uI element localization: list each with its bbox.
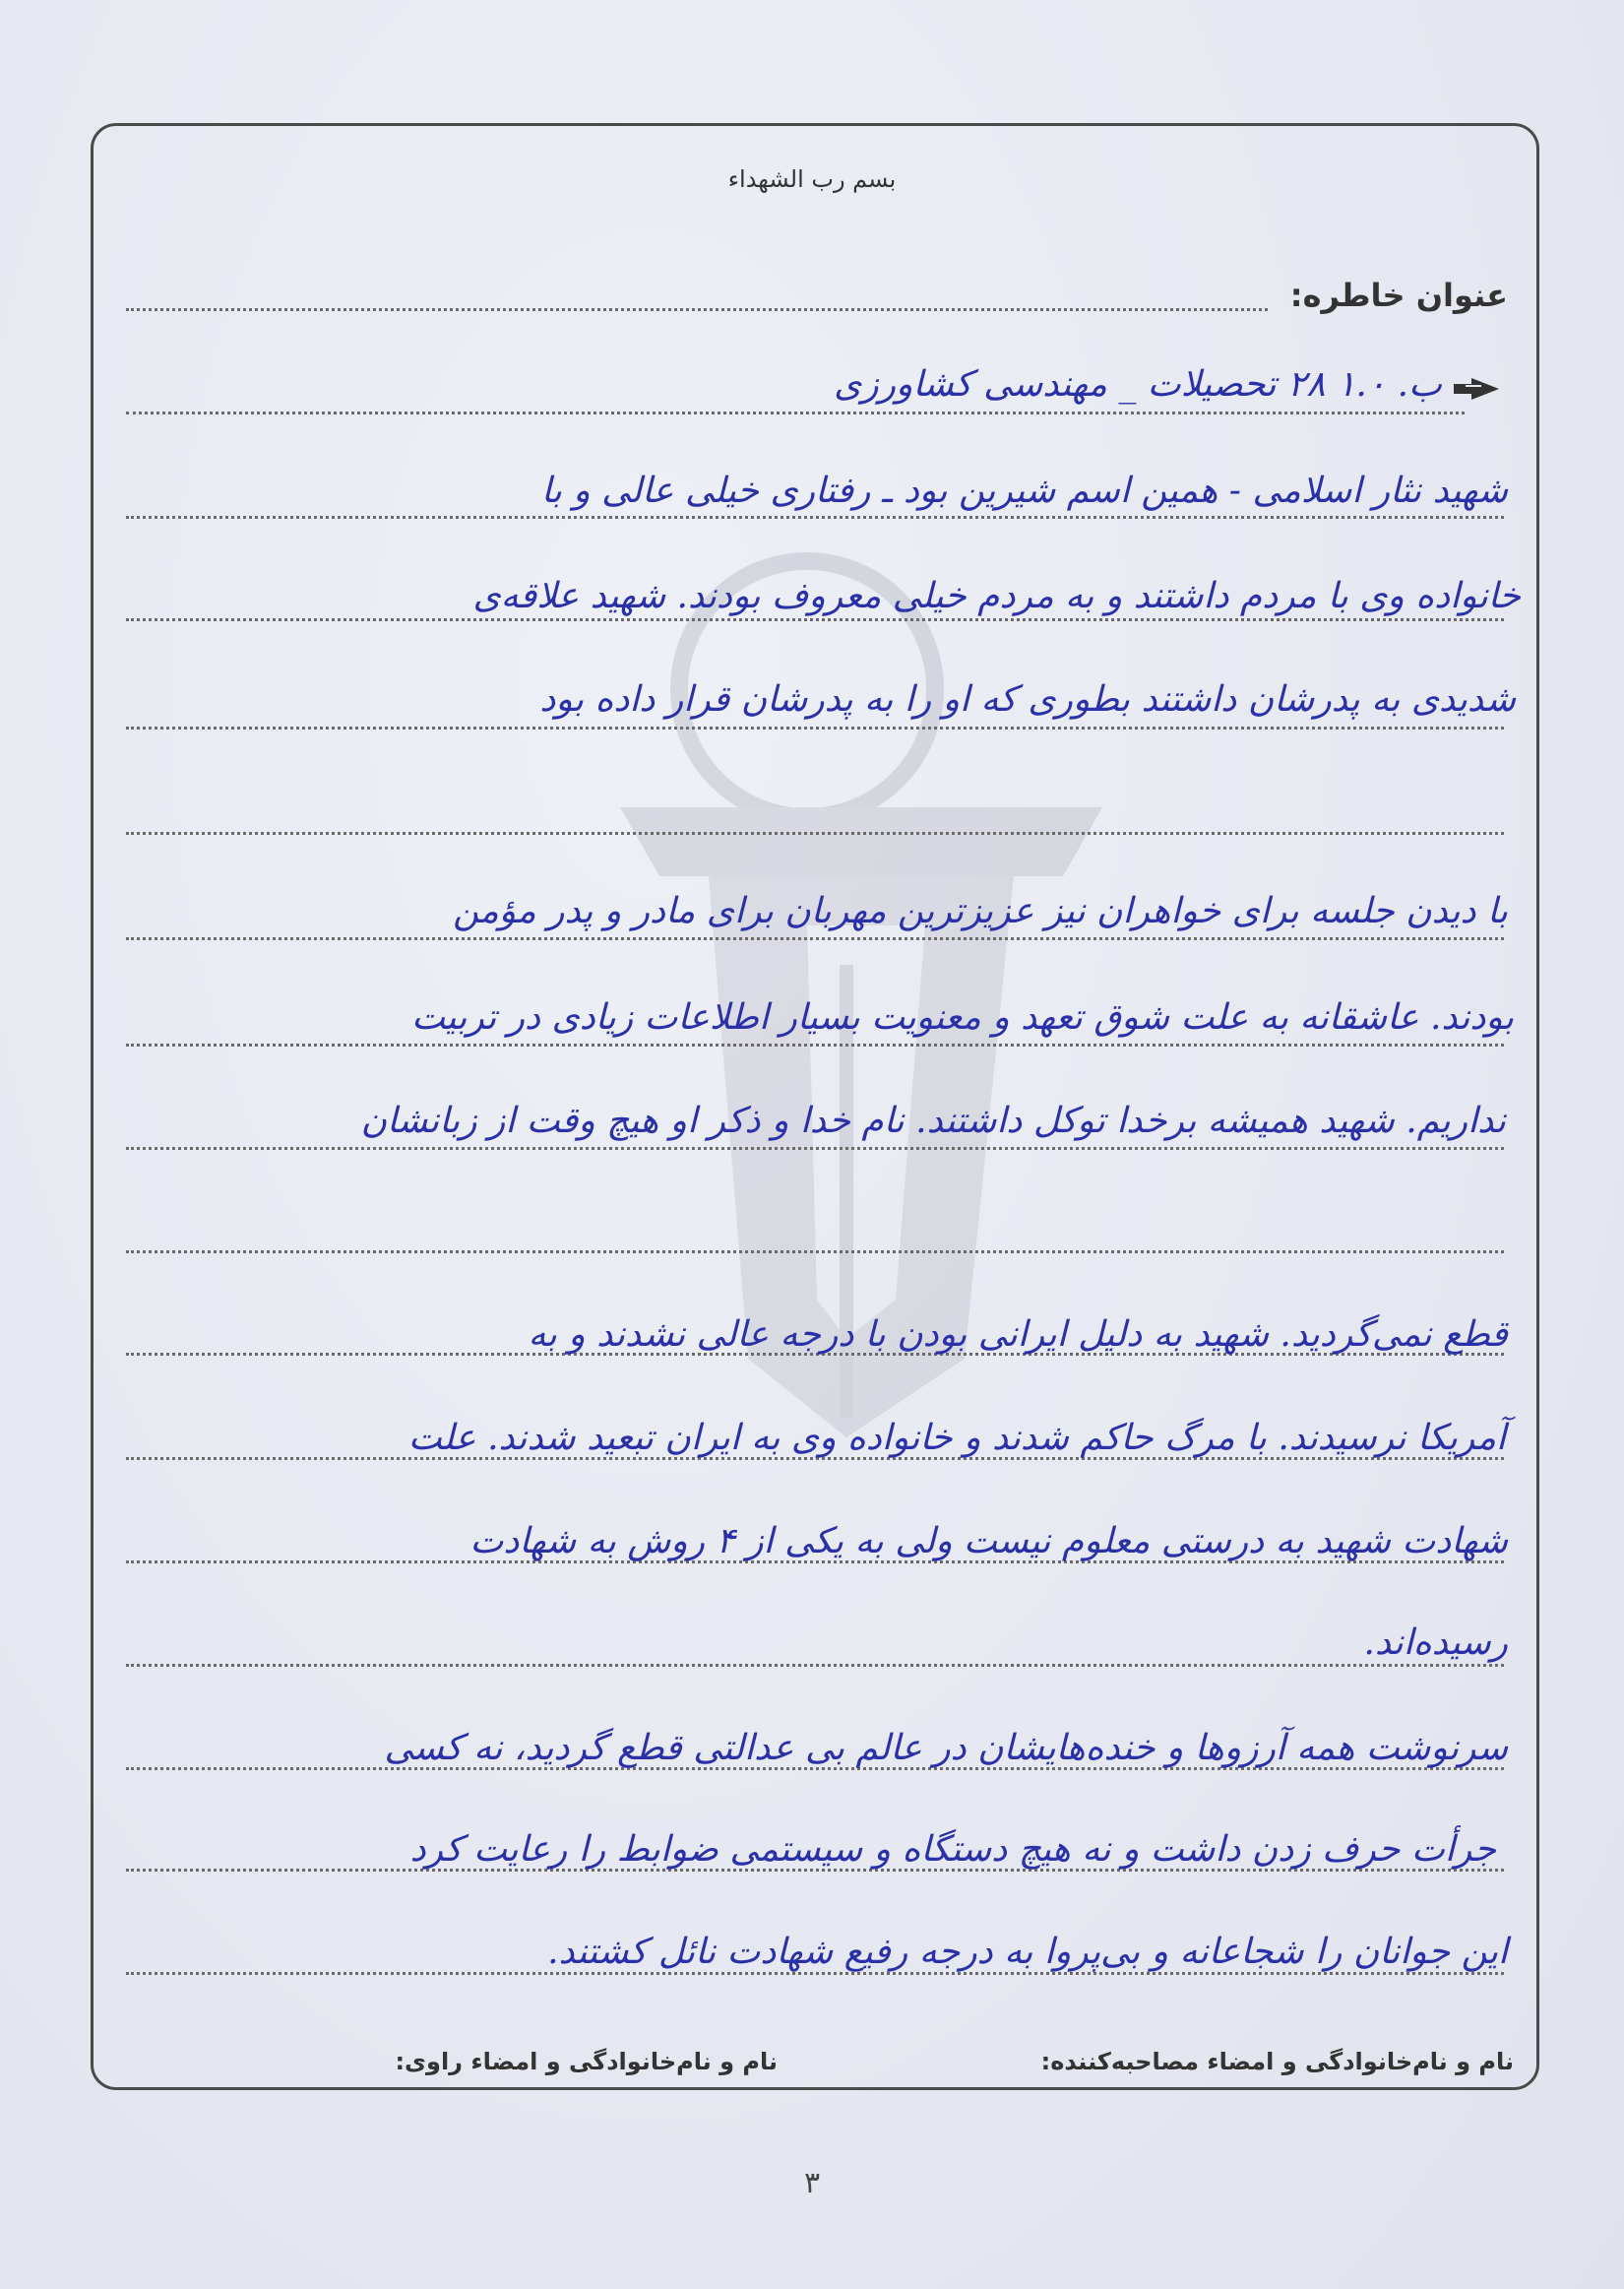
handwritten-line: با دیدن جلسه برای خواهران نیز عزیزترین مهربان برای مادر و پدر مؤمن	[453, 891, 1508, 931]
interviewer-signature-label: نام و نام‌خانوادگی و امضاء مصاحبه‌کننده:	[1040, 2048, 1514, 2075]
handwritten-line: شهید نثار اسلامی - همین اسم شیرین بود ـ رفتاری خیلی عالی و با	[540, 471, 1508, 511]
writing-rule	[126, 937, 1504, 940]
writing-rule	[126, 618, 1504, 621]
handwritten-line: قطع نمی‌گردید. شهید به دلیل ایرانی بودن با درجه عالی نشدند و به	[528, 1314, 1508, 1355]
basmala-heading: بسم رب الشهداء	[727, 165, 897, 193]
memory-title-label: عنوان خاطره:	[1289, 277, 1508, 314]
handwritten-line: نداریم. شهید همیشه برخدا توکل داشتند. نام خدا و ذکر او هیچ وقت از زبانشان	[360, 1101, 1506, 1141]
page-number: ۳	[803, 2166, 821, 2200]
writing-rule	[126, 1250, 1504, 1253]
handwritten-line: این جوانان را شجاعانه و بی‌پروا به درجه رفیع شهادت نائل کشتند.	[547, 1932, 1508, 1972]
writing-rule	[126, 516, 1504, 519]
writing-rule	[126, 1972, 1504, 1975]
writing-rule	[126, 412, 1465, 414]
pen-pointing-icon	[1452, 372, 1501, 406]
writing-rule	[126, 1044, 1504, 1047]
handwritten-line: خانواده وی با مردم داشتند و به مردم خیلی معروف بودند. شهید علاقه‌ی	[472, 576, 1521, 616]
narrator-signature-label: نام و نام‌خانوادگی و امضاء راوی:	[395, 2048, 778, 2075]
handwritten-line: شدیدی به پدرشان داشتند بطوری که او را به پدرشان قرار داده بود	[539, 679, 1516, 720]
handwritten-line: جرأت حرف زدن داشت و نه هیچ دستگاه و سیستمی ضوابط را رعایت کرد	[409, 1829, 1496, 1870]
handwritten-line: بودند. عاشقانه به علت شوق تعهد و معنویت بسیار اطلاعات زیادی در تربیت	[411, 997, 1514, 1038]
handwritten-line: آمریکا نرسیدند. با مرگ حاکم شدند و خانواده وی به ایران تبعید شدند. علت	[407, 1418, 1506, 1458]
writing-rule	[126, 1147, 1504, 1150]
handwritten-line: سرنوشت همه آرزوها و خنده‌هایشان در عالم بی عدالتی قطع گردید، نه کسی	[384, 1728, 1508, 1768]
writing-rule	[126, 1664, 1504, 1667]
writing-rule	[126, 727, 1504, 730]
title-rule	[126, 308, 1268, 311]
handwritten-line: شهادت شهید به درستی معلوم نیست ولی به یکی از ۴ روش به شهادت	[469, 1521, 1508, 1561]
handwritten-line: رسیده‌اند.	[1363, 1622, 1508, 1663]
handwritten-title-line: ب. ۱.۰ ۲۸ تحصیلات _ مهندسی کشاورزی	[834, 364, 1442, 405]
writing-rule	[126, 832, 1504, 835]
